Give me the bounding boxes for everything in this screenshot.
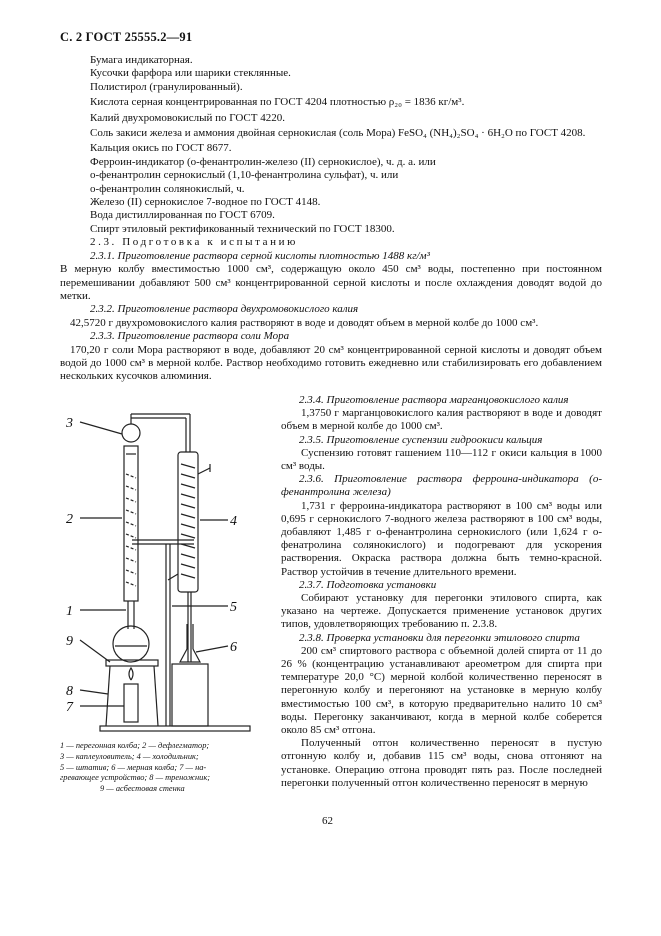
subsection-title: 2.3.5. Приготовление суспензии гидроокиси кальция: [299, 433, 543, 446]
reagent-line: Железо (II) сернокислое 7-водное по ГОСТ 4148.: [90, 196, 321, 209]
reagent-line: о-фенантролин сернокислый (1,10-фенантролина сульфат), ч. или: [90, 169, 399, 182]
subsection-title: 2.3.8. Проверка установки для перегонки этилового спирта: [299, 631, 580, 644]
reagent-line: Калий двухромовокислый по ГОСТ 4220.: [90, 111, 285, 124]
figure-label-6: 6: [230, 640, 237, 655]
paragraph: 200 см³ спиртового раствора с объемной долей спирта от 11 до 26 % (концентрацию устанавливают ареометром для спирта при температуре 20,0 °С) мерной колбой количественно переносят в перегонную колбу и перегоняют на установке в мерную колбу вместимостью 100 см³, в которую предварительно налито 10 см³ воды. Перегонку заканчивают, когда в мерной колбе соберется около 85 см³ отгона.: [281, 644, 602, 737]
paragraph: Суспензию готовят гашением 110—112 г окиси кальция в 1000 см³ воды.: [281, 446, 602, 473]
reagent-line: Кислота серная концентрированная по ГОСТ 4204 плотностью ρ₂₀ = 1836 кг/м³.: [90, 96, 465, 109]
paragraph: 42,5720 г двухромовокислого калия растворяют в воде и доводят объем в мерной колбе до 1000 см³.: [70, 316, 539, 329]
reagent-line: о-фенантролин солянокислый, ч.: [90, 182, 245, 195]
figure-label-2: 2: [66, 512, 73, 527]
reagent-line: Бумага индикаторная.: [90, 54, 193, 66]
caption-line: 1 — перегонная колба; 2 — дефлегматор;: [60, 741, 210, 750]
top-text-block: [60, 54, 602, 384]
paragraph: 1,731 г ферроина-индикатора растворяют в 100 см³ воды или 0,695 г сернокислого 7-водного железа растворяют в 100 см³ воды, добавляют 1,485 г о-фенантролина сернокислого (или 1,624 г о-фенатролина солянокислого) и подогревают для ускорения растворения. Окраска раствора должна быть темно-красной. Раствор устойчив в течение длительного времени.: [281, 499, 602, 578]
figure-label-5: 5: [230, 600, 237, 615]
receiving-flask: [180, 649, 200, 662]
receiving-flask-support: [172, 664, 208, 726]
subsection-title: 2.3.7. Подготовка установки: [299, 578, 437, 591]
stand-base: [100, 726, 250, 731]
tripod-leg: [106, 666, 110, 726]
figure-caption: [60, 741, 270, 795]
drop-catcher: [122, 424, 140, 442]
subsection-title: 2.3.6. Приготовление раствора ферроина-индикатора (о-фенантролина железа): [281, 473, 602, 499]
figure-and-text-region: [60, 394, 605, 824]
distillation-apparatus-figure: [60, 394, 280, 739]
subsection-title: 2.3.4. Приготовление раствора марганцовокислого калия: [299, 394, 569, 406]
condenser: [178, 452, 198, 592]
subsection-title: 2.3.2. Приготовление раствора двухромовокислого калия: [90, 303, 359, 316]
paragraph: 170,20 г соли Мора растворяют в воде, добавляют 20 см³ концентрированной серной кислоты и доводят объем водой до 1000 см³ в мерной колбе. Раствор необходимо готовить ежедневно или стабилизировать его добавлением нескольких кусочков алюминия.: [60, 343, 602, 383]
asbestos-wall: [106, 660, 158, 666]
caption-line: 5 — штатив; 6 — мерная колба; 7 — на-: [60, 762, 207, 772]
caption-line: 3 — каплеуловитель; 4 — холодильник;: [60, 751, 199, 761]
paragraph: Полученный отгон количественно переносят в пустую отгонную колбу и, добавив 115 см³ воды, снова отгоняют на установке. Операцию отгона проводят пять раз. После последней перегонки полученный отгон количественно переносят в мерную: [281, 737, 602, 789]
reagent-line: Кальция окись по ГОСТ 8677.: [90, 142, 232, 155]
reagent-line: Кусочки фарфора или шарики стеклянные.: [90, 67, 291, 80]
reagent-line: Соль закиси железа и аммония двойная сернокислая (соль Мора) FeSO₄ (NH₄)₂SO₄ · 6H₂O по ГОСТ 4208.: [90, 127, 586, 140]
document-header: С. 2 ГОСТ 25555.2—91: [60, 30, 193, 44]
figure-label-7: 7: [66, 700, 73, 715]
figure-label-9: 9: [66, 634, 73, 649]
apparatus-drawing: [60, 394, 280, 739]
figure-label-4: 4: [230, 514, 237, 529]
section-heading: 2.3. Подготовка к испытанию: [90, 236, 298, 249]
subsection-title: 2.3.1. Приготовление раствора серной кислоты плотностью 1488 кг/м³: [90, 249, 430, 262]
subsection-title: 2.3.3. Приготовление раствора соли Мора: [90, 330, 290, 343]
caption-line: гревающее устройство; 8 — треножник;: [60, 773, 211, 783]
figure-label-3: 3: [66, 416, 73, 431]
distillation-flask: [113, 626, 149, 662]
figure-label-1: 1: [66, 604, 73, 619]
paragraph: Собирают установку для перегонки этилового спирта, как указано на чертеже. Допускается применение установок других типов, удовлетворяющих требованию п. 2.3.8.: [281, 592, 602, 631]
paragraph: 1,3750 г марганцовокислого калия растворяют в воде и доводят объем в мерной колбе до 1000 см³.: [281, 407, 602, 433]
reagent-line: Ферроин-индикатор (о-фенантролин-железо (II) сернокислое), ч. д. а. или: [90, 155, 436, 168]
reagent-line: Спирт этиловый ректификованный технический по ГОСТ 18300.: [90, 222, 395, 235]
figure-label-8: 8: [66, 684, 73, 699]
reagent-line: Вода дистиллированная по ГОСТ 6709.: [90, 209, 275, 222]
reagent-line: Полистирол (гранулированный).: [90, 80, 243, 93]
page-number: 62: [322, 815, 333, 827]
paragraph: В мерную колбу вместимостью 1000 см³, содержащую около 450 см³ воды, постепенно при постоянном перемешивании добавляют 500 см³ концентрированной серной кислоты и после охлаждения доводят водой до метки.: [60, 263, 602, 302]
right-column-text: [281, 394, 602, 790]
caption-line: 9 — асбестовая стенка: [100, 784, 185, 794]
heating-device: [124, 684, 138, 722]
